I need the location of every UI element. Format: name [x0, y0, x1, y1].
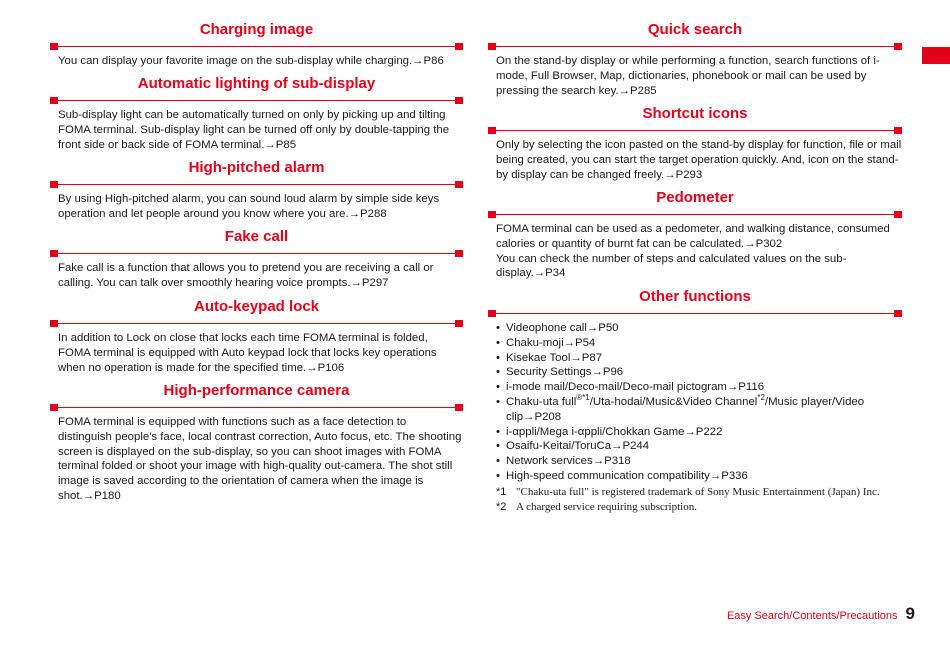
section-text: Only by selecting the icon pasted on the stand-by display for function, file or mail being created, you can start the target operation quickly. And, icon on the stand-by display can be changed freely.→P293 — [496, 139, 902, 181]
section-rule — [50, 250, 463, 257]
section-title: Quick search — [647, 21, 743, 38]
section-auto-lighting — [50, 75, 463, 152]
index-tab — [922, 47, 950, 64]
footnote-text: "Chaku-uta full" is registered trademark of Sony Music Entertainment (Japan) Inc. — [516, 485, 880, 498]
footnotes — [488, 485, 902, 515]
footer-link[interactable]: Easy Search/Contents/Precautions — [726, 610, 898, 622]
section-title: Pedometer — [656, 189, 734, 206]
page-footer — [727, 604, 915, 624]
section-rule — [488, 43, 902, 50]
footnote-mark: *1 — [496, 485, 507, 498]
list-item: • Osaifu-Keitai/ToruCa→P244 — [496, 439, 902, 454]
list-item: • Chaku-moji→P54 — [496, 336, 902, 351]
list-item: • High-speed communication compatibility→P336 — [496, 469, 902, 484]
section-rule — [488, 310, 902, 317]
function-list — [488, 321, 902, 484]
section-text: You can check the number of steps and calculated values on the sub-display.→P34 — [496, 252, 847, 280]
list-item: • Kisekae Tool→P87 — [496, 351, 902, 366]
section-rule — [50, 404, 463, 411]
section-title: Shortcut icons — [642, 105, 748, 122]
section-title: Other functions — [639, 288, 751, 305]
section-title: High-performance camera — [163, 382, 350, 399]
footnote-mark: *2 — [496, 500, 507, 513]
footnote-ref-1: ®*1 — [576, 393, 590, 403]
section-rule — [488, 211, 902, 218]
list-item: • i-αppli/Mega i-αppli/Chokkan Game→P222 — [496, 425, 902, 440]
section-text: You can display your favorite image on the sub-display while charging.→P86 — [58, 55, 444, 67]
footnote — [496, 500, 902, 515]
list-item: • Security Settings→P96 — [496, 365, 902, 380]
chaku-uta-text-3: /Music player/Video clip→P208 — [506, 395, 865, 423]
section-text: FOMA terminal can be used as a pedometer, and walking distance, consumed calories or quantity of burnt fat can be calculated.→P302 — [496, 223, 890, 250]
section-text: Sub-display light can be automatically turned on only by picking up and tilting FOMA terminal. Sub-display light can be turned off only by double-tapping the front side or back side of FOMA terminal.→P85 — [58, 109, 450, 151]
list-item: • i-mode mail/Deco-mail/Deco-mail pictogram→P116 — [496, 380, 902, 395]
section-text: By using High-pitched alarm, you can sound loud alarm by simple side keys operation and let people around you know where you are.→P288 — [58, 193, 440, 220]
section-auto-keypad-lock — [50, 298, 463, 375]
section-other-functions — [488, 288, 902, 514]
list-item: • Network services→P318 — [496, 454, 902, 469]
section-rule — [488, 127, 902, 134]
section-fake-call — [50, 228, 463, 291]
section-charging-image — [50, 21, 463, 69]
section-text: Fake call is a function that allows you to pretend you are receiving a call or calling. You can talk over smoothly hearing voice prompts.→P297 — [58, 262, 434, 289]
section-title: Auto-keypad lock — [193, 298, 320, 315]
section-high-performance-camera — [50, 382, 463, 504]
section-rule — [50, 320, 463, 327]
section-quick-search — [488, 21, 902, 98]
section-shortcut-icons — [488, 105, 902, 182]
section-rule — [50, 181, 463, 188]
page-number: 9 — [905, 604, 915, 623]
section-rule — [50, 43, 463, 50]
section-title: Fake call — [224, 228, 289, 245]
section-text: FOMA terminal is equipped with functions such as a face detection to distinguish people's face, local contrast correction, Auto focus, etc. The shooting screen is displayed on the sub-display, so you can shoot images with FOMA terminal folded or shoot your image with high-quality out-camera. The shot still image is saved according to the orientation of camera when the image is shot.→P180 — [58, 416, 462, 502]
section-high-pitched-alarm — [50, 159, 463, 222]
footnote-ref-2: *2 — [757, 393, 765, 403]
section-text: On the stand-by display or while performing a function, search functions of i-mode, Full Browser, Map, dictionaries, phonebook or mail can be used by pressing the search key.→P285 — [496, 55, 880, 97]
chaku-uta-text: Chaku-uta full — [506, 395, 577, 408]
footnote-text: A charged service requiring subscription. — [516, 500, 697, 513]
section-text: In addition to Lock on close that locks each time FOMA terminal is folded, FOMA terminal is equipped with Auto keypad lock that locks key operations when no operation is made for the specified time.→P106 — [58, 332, 437, 374]
list-item: • Videophone call→P50 — [496, 321, 902, 336]
section-rule — [50, 97, 463, 104]
footnote — [496, 485, 902, 500]
section-title: Charging image — [199, 21, 314, 38]
section-pedometer — [488, 189, 902, 281]
section-title: Automatic lighting of sub-display — [137, 75, 376, 92]
chaku-uta-text-2: /Uta-hodai/Music&Video Channel — [589, 395, 758, 408]
list-item-chaku-uta — [496, 395, 902, 425]
section-title: High-pitched alarm — [188, 159, 325, 176]
